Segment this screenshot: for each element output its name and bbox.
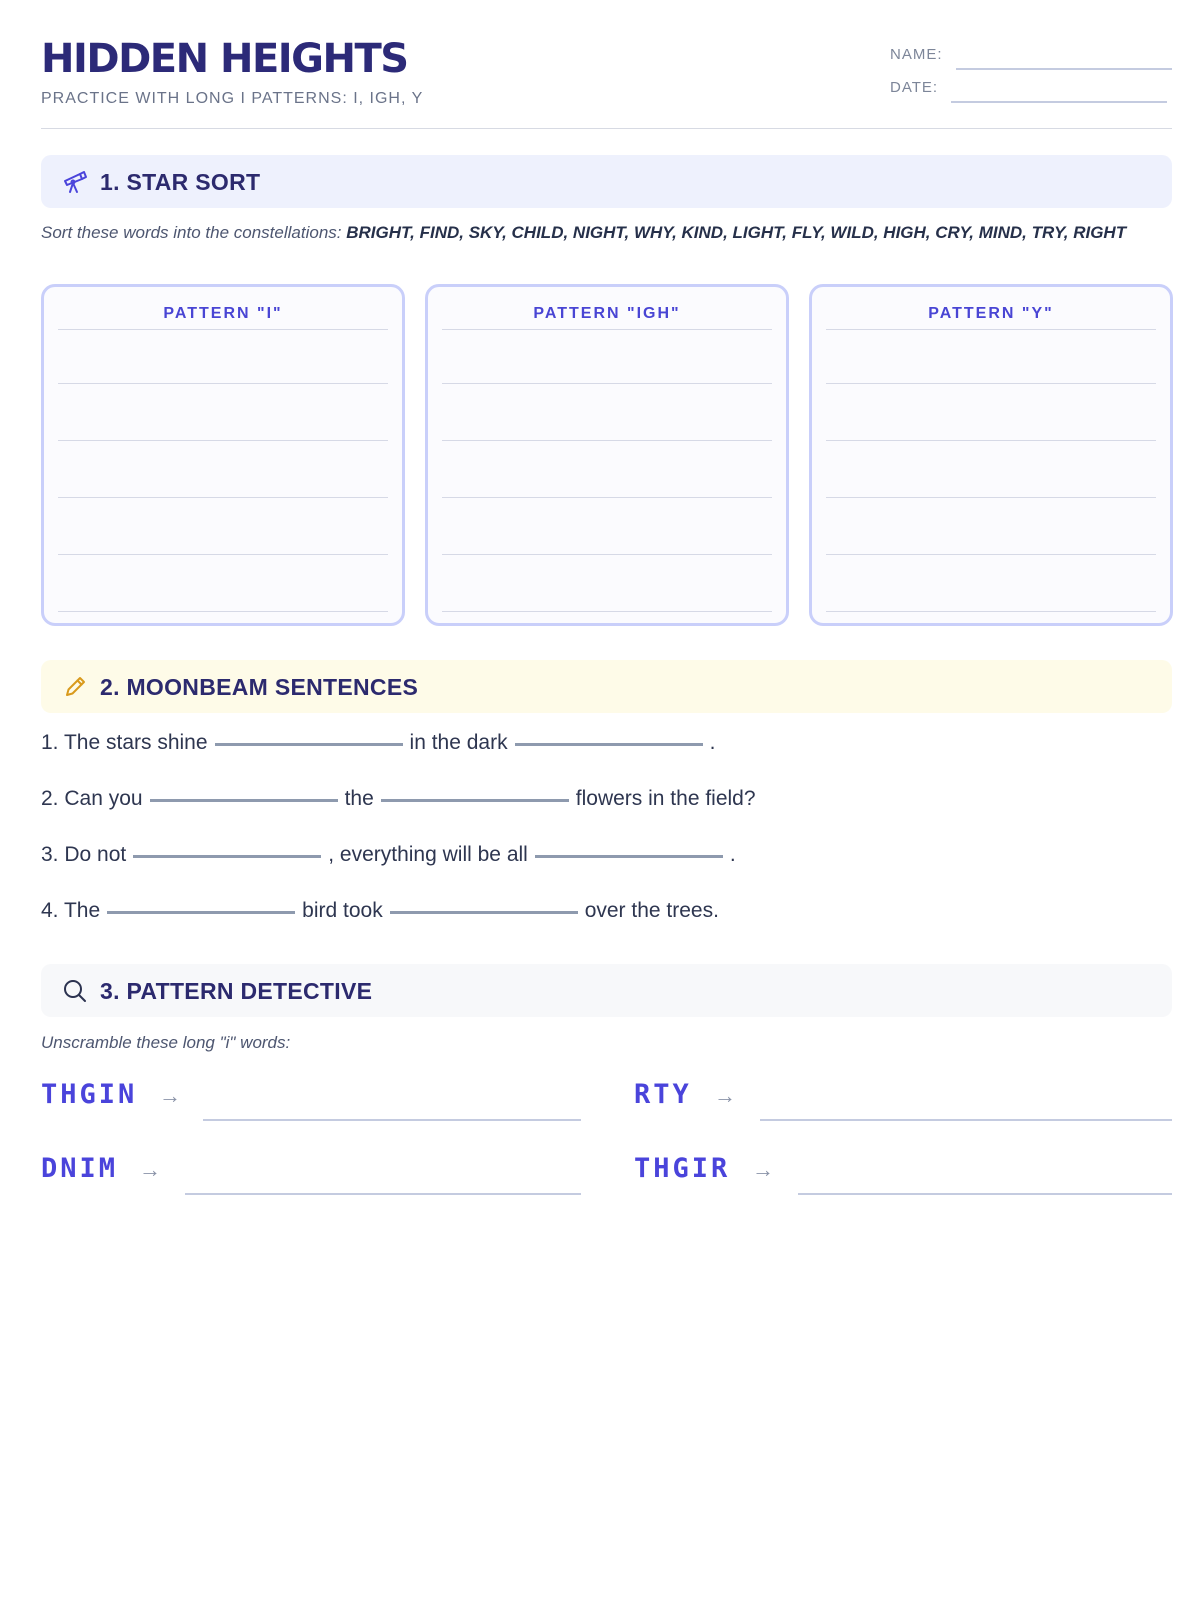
sort-box-title: PATTERN "IGH" bbox=[533, 305, 681, 322]
telescope-icon bbox=[62, 169, 88, 195]
worksheet-subtitle: PRACTICE WITH LONG I PATTERNS: I, IGH, Y bbox=[41, 90, 424, 107]
answer-line[interactable] bbox=[58, 440, 388, 441]
arrow-icon: → bbox=[714, 1083, 736, 1108]
arrow-icon: → bbox=[159, 1083, 181, 1108]
name-line[interactable] bbox=[956, 68, 1172, 70]
fill-in-blank[interactable] bbox=[381, 799, 569, 802]
fill-in-blank[interactable] bbox=[390, 911, 578, 914]
fill-in-blank[interactable] bbox=[215, 743, 403, 746]
date-field[interactable] bbox=[890, 73, 1172, 99]
section-1-title: 1. STAR SORT bbox=[100, 169, 261, 195]
fill-in-blank[interactable] bbox=[150, 799, 338, 802]
sentence-text: the bbox=[344, 787, 374, 810]
answer-line[interactable] bbox=[760, 1119, 1172, 1121]
scrambled-word: THGIN bbox=[41, 1079, 138, 1110]
scrambled-word: THGIR bbox=[634, 1153, 731, 1184]
answer-line[interactable] bbox=[826, 440, 1156, 441]
answer-line[interactable] bbox=[826, 554, 1156, 555]
sort-box-y[interactable] bbox=[809, 284, 1173, 626]
scramble-item-4 bbox=[634, 1153, 1172, 1193]
section-star-sort bbox=[41, 155, 1172, 208]
scrambled-word: RTY bbox=[634, 1079, 692, 1110]
fill-in-blank[interactable] bbox=[107, 911, 295, 914]
sort-box-title: PATTERN "I" bbox=[163, 305, 283, 322]
answer-line[interactable] bbox=[826, 383, 1156, 384]
answer-line[interactable] bbox=[58, 497, 388, 498]
sentence-text: bird took bbox=[302, 899, 383, 922]
answer-line[interactable] bbox=[826, 497, 1156, 498]
star-sort-instructions bbox=[41, 221, 1172, 244]
date-line[interactable] bbox=[951, 101, 1167, 103]
answer-line[interactable] bbox=[203, 1119, 581, 1121]
scramble-item-3 bbox=[41, 1153, 581, 1193]
search-icon bbox=[62, 978, 88, 1004]
answer-line[interactable] bbox=[442, 611, 772, 612]
sentence-text: 3. Do not bbox=[41, 843, 127, 866]
sentence-text: 2. Can you bbox=[41, 787, 143, 810]
answer-line[interactable] bbox=[442, 440, 772, 441]
sort-box-title: PATTERN "Y" bbox=[928, 305, 1054, 322]
answer-line[interactable] bbox=[58, 611, 388, 612]
star-sort-word-bank: BRIGHT, FIND, SKY, CHILD, NIGHT, WHY, KIND, LIGHT, FLY, WILD, HIGH, CRY, MIND, TRY, RIGHT bbox=[346, 223, 1127, 242]
worksheet-title: HIDDEN HEIGHTS bbox=[41, 36, 408, 82]
pencil-icon bbox=[62, 674, 88, 700]
answer-line[interactable] bbox=[442, 383, 772, 384]
box-divider bbox=[826, 329, 1156, 330]
sentence-text: , everything will be all bbox=[328, 843, 528, 866]
sentence-text: over the trees. bbox=[584, 899, 719, 922]
answer-line[interactable] bbox=[58, 554, 388, 555]
fill-in-blank[interactable] bbox=[515, 743, 703, 746]
arrow-icon: → bbox=[139, 1157, 161, 1182]
section-2-title: 2. MOONBEAM SENTENCES bbox=[100, 674, 419, 700]
sentence-text: 4. The bbox=[41, 899, 101, 922]
star-sort-instruction-text: Sort these words into the constellations: bbox=[41, 223, 342, 242]
sentence-text: in the dark bbox=[409, 731, 508, 754]
box-divider bbox=[58, 329, 388, 330]
scrambled-word: DNIM bbox=[41, 1153, 119, 1184]
answer-line[interactable] bbox=[442, 497, 772, 498]
sentence-text: flowers in the field? bbox=[575, 787, 756, 810]
sort-box-i[interactable] bbox=[41, 284, 405, 626]
sentence-text: 1. The stars shine bbox=[41, 731, 208, 754]
date-label: DATE: bbox=[890, 79, 939, 96]
fill-in-blank[interactable] bbox=[535, 855, 723, 858]
sentence-1 bbox=[41, 728, 715, 758]
section-moonbeam-sentences bbox=[41, 660, 1172, 713]
fill-in-blank[interactable] bbox=[133, 855, 321, 858]
answer-line[interactable] bbox=[442, 554, 772, 555]
answer-line[interactable] bbox=[826, 611, 1156, 612]
scramble-item-1 bbox=[41, 1079, 581, 1119]
scramble-item-2 bbox=[634, 1079, 1172, 1119]
arrow-icon: → bbox=[752, 1157, 774, 1182]
box-divider bbox=[442, 329, 772, 330]
section-pattern-detective bbox=[41, 964, 1172, 1017]
worksheet-header bbox=[41, 36, 1172, 129]
sentence-3 bbox=[41, 840, 736, 870]
name-label: NAME: bbox=[890, 46, 943, 63]
unscramble-instructions: Unscramble these long "i" words: bbox=[41, 1033, 291, 1052]
sort-box-igh[interactable] bbox=[425, 284, 789, 626]
answer-line[interactable] bbox=[185, 1193, 581, 1195]
sentence-text: . bbox=[709, 731, 716, 754]
answer-line[interactable] bbox=[58, 383, 388, 384]
sentence-text: . bbox=[729, 843, 736, 866]
name-field[interactable] bbox=[890, 40, 1172, 66]
section-3-title: 3. PATTERN DETECTIVE bbox=[100, 978, 373, 1004]
sentence-4 bbox=[41, 896, 719, 926]
sentence-2 bbox=[41, 784, 756, 814]
answer-line[interactable] bbox=[798, 1193, 1172, 1195]
